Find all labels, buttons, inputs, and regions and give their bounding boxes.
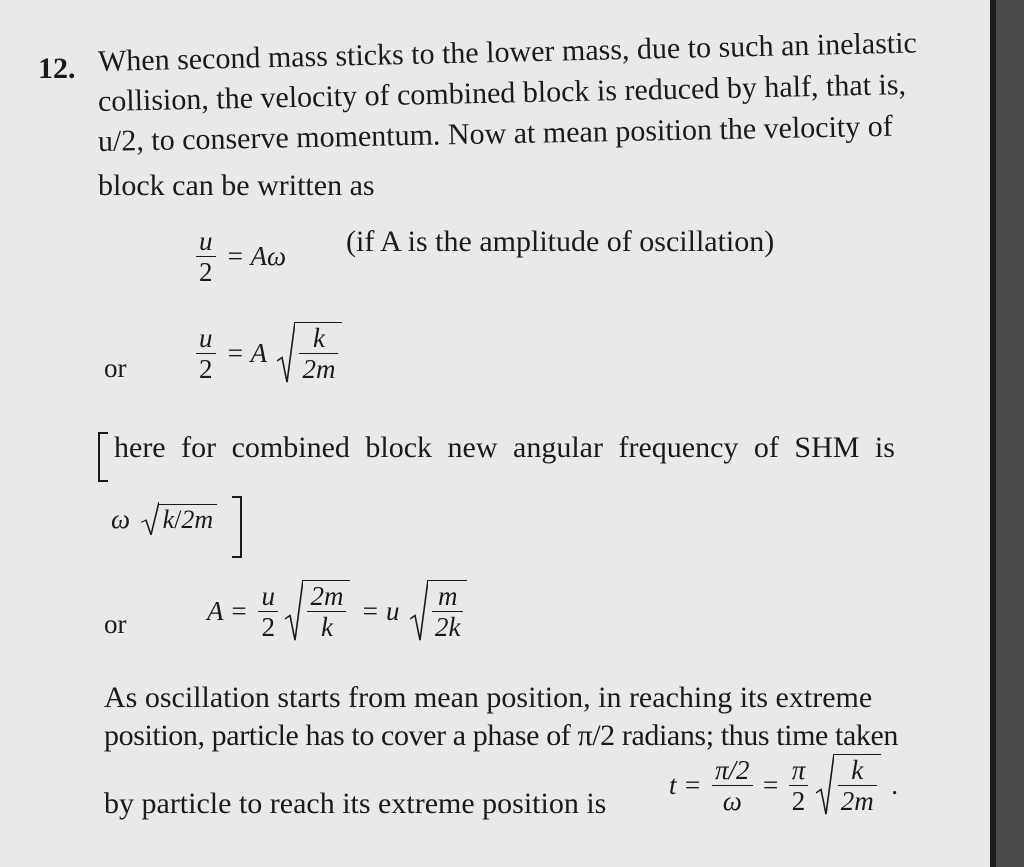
square-root: [277, 322, 342, 384]
equation-velocity: [196, 226, 289, 287]
equation-operator: =: [763, 769, 779, 800]
equation-lhs: A =: [207, 595, 248, 626]
radicand-fraction: [299, 323, 338, 384]
equation-amplitude-result: [204, 580, 467, 642]
radicand-numerator: k: [299, 323, 338, 354]
radical-sign: [141, 502, 159, 536]
radicand-numerator: k: [838, 755, 877, 786]
conclusion-line-3: by particle to reach its extreme position is: [104, 787, 607, 820]
fraction-pi-over-2: [789, 755, 809, 816]
fraction-pi-half-over-omega: [712, 755, 753, 816]
fraction-numerator: π/2: [712, 755, 753, 786]
radicand-numerator: m: [432, 581, 463, 612]
radical-sign: [285, 580, 303, 642]
radicand-denominator: 2m: [840, 786, 874, 816]
period: .: [891, 769, 899, 800]
radical-sign: [816, 754, 834, 816]
or-label-1: or: [104, 353, 127, 383]
fraction-u-over-2: [196, 226, 216, 287]
radicand-fraction: [838, 755, 877, 816]
fraction-numerator: u: [196, 323, 216, 354]
conclusion-line-2: position, particle has to cover a phase of π/2 radians; thus time taken: [104, 719, 899, 752]
square-root: k/2m: [141, 502, 218, 536]
problem-text-line-4: block can be written as: [98, 169, 375, 202]
fraction-denominator: 2: [199, 257, 213, 287]
bracket-close: [232, 496, 242, 558]
radicand-numerator: 2m: [307, 581, 346, 612]
fraction-denominator: 2: [261, 611, 275, 642]
fraction-u-over-2: [258, 581, 278, 642]
omega-symbol: ω: [111, 503, 131, 534]
fraction-denominator: ω: [722, 785, 742, 816]
equation-rhs: = Aω: [226, 241, 287, 271]
fraction-denominator: 2: [791, 785, 806, 816]
fraction-numerator: u: [258, 581, 278, 612]
radicand-fraction: [432, 581, 463, 642]
problem-number: 12.: [38, 52, 76, 85]
equation-operator: = u: [360, 595, 400, 626]
radicand-numerator: k: [162, 505, 175, 535]
radicand-denominator: 2m: [302, 354, 336, 384]
problem-text-line-1: When second mass sticks to the lower mass, due to such an inelastic: [97, 26, 918, 78]
problem-text-line-2: collision, the velocity of combined block is reduced by half, that is,: [97, 68, 907, 118]
square-root-1: [285, 580, 350, 642]
square-root-2: [410, 580, 467, 642]
radical-sign: [410, 580, 428, 642]
fraction-u-over-2: [196, 323, 216, 384]
radicand-denominator: k: [320, 612, 333, 642]
conclusion-line-1: As oscillation starts from mean position, in reaching its extreme: [104, 681, 873, 714]
fraction-numerator: u: [196, 226, 216, 257]
equation-amplitude-root: [196, 322, 342, 384]
note-text: here for combined block new angular frequency of SHM is: [114, 431, 895, 464]
fraction-denominator: 2: [199, 353, 213, 384]
page-binding-edge: [990, 0, 1024, 867]
omega-expression: [108, 500, 217, 536]
radicand-denominator: 2k: [434, 612, 461, 642]
equation-time: [666, 754, 901, 816]
problem-text-line-3-text: u/2, to conserve momentum. Now at mean position the velocity of: [97, 109, 894, 158]
radicand-denominator: 2m: [181, 505, 214, 535]
square-root: [816, 754, 881, 816]
bracket-open: [98, 432, 108, 482]
radicand-fraction: [307, 581, 346, 642]
fraction-numerator: π: [789, 755, 809, 786]
equation-note-amplitude: (if A is the amplitude of oscillation): [346, 225, 775, 258]
radical-sign: [277, 322, 295, 384]
equation-operator: = A: [226, 337, 267, 368]
equation-lhs: t =: [669, 769, 702, 800]
or-label-2: or: [104, 609, 127, 639]
